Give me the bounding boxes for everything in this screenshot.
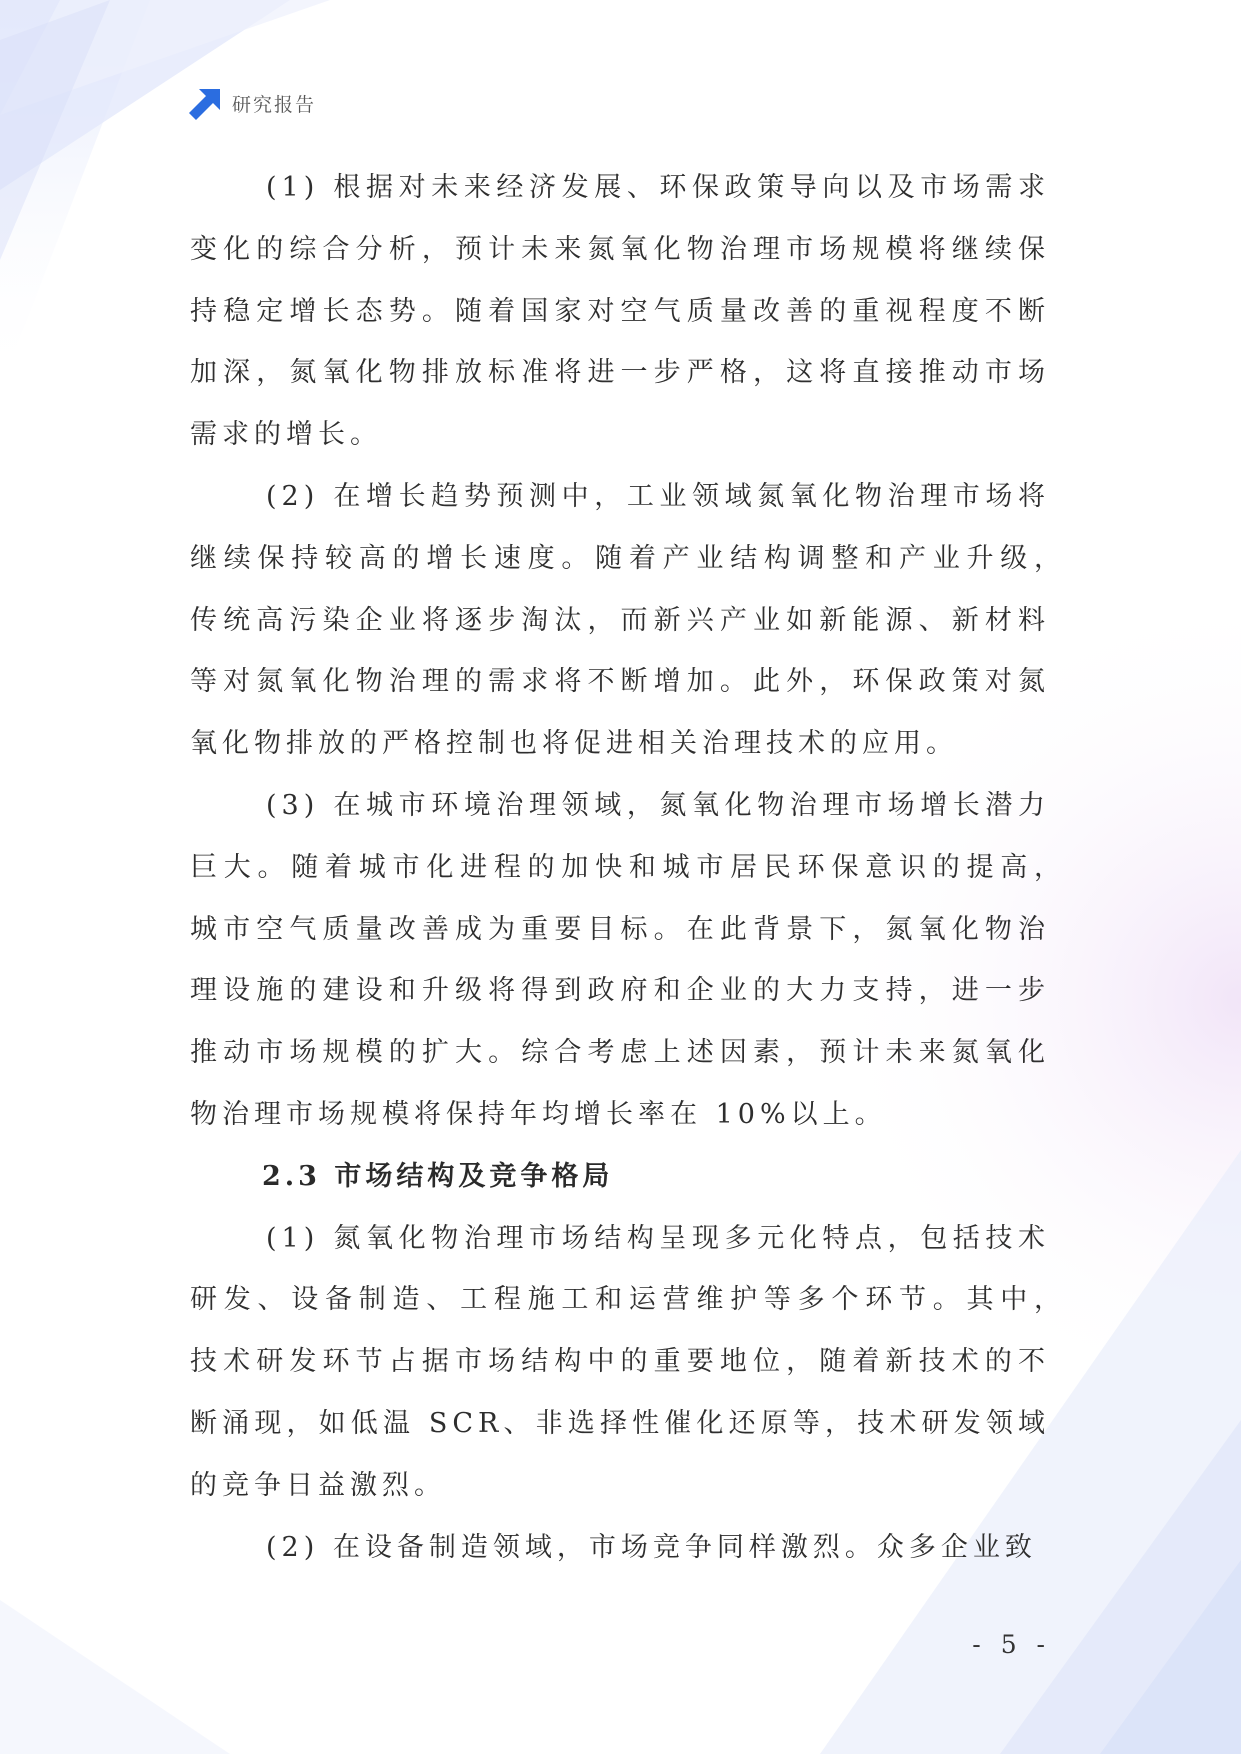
paragraph [190,1208,1066,1517]
section-heading: 2.3 市场结构及竞争格局 [262,1160,614,1192]
paragraph-first-line: (1) 根据对未来经济发展、环保政策导向以及市场需求 [266,172,1050,203]
paragraph-line: 的竞争日益激烈。 [190,1469,446,1501]
paragraph [190,157,1050,466]
paragraph-line: 传统高污染企业将逐步淘汰，而新兴产业如新能源、新材料 [190,604,1050,636]
paragraph-first-line: (2) 在增长趋势预测中，工业领域氮氧化物治理市场将 [266,480,1050,512]
paragraph-first-line: (1) 氮氧化物治理市场结构呈现多元化特点，包括技术 [266,1222,1050,1254]
paragraph-line: 继续保持较高的增长速度。随着产业结构调整和产业升级， [190,542,1066,574]
paragraph-first-line: (2) 在设备制造领域，市场竞争同样激烈。众多企业致 [266,1531,1037,1563]
paragraph-line: 研发、设备制造、工程施工和运营维护等多个环节。其中， [190,1284,1066,1316]
paragraph-line: 技术研发环节占据市场结构中的重要地位，随着新技术的不 [190,1346,1050,1378]
page-number: - 5 - [972,1630,1051,1659]
paragraph [190,1517,1050,1579]
paragraph-line: 断涌现，如低温 SCR、非选择性催化还原等，技术研发领域 [190,1407,1050,1439]
paragraph-line: 等对氮氧化物治理的需求将不断增加。此外，环保政策对氮 [190,666,1050,698]
paragraph-line: 物治理市场规模将保持年均增长率在 10%以上。 [190,1098,887,1130]
paragraph-line: 加深，氮氧化物排放标准将进一步严格，这将直接推动市场 [190,357,1050,389]
paragraph-line: 理设施的建设和升级将得到政府和企业的大力支持，进一步 [190,975,1050,1007]
paragraph-line: 巨大。随着城市化进程的加快和城市居民环保意识的提高， [190,851,1066,883]
paragraph [190,775,1066,1146]
paragraph-line: 需求的增长。 [190,419,382,451]
header-title: 研究报告 [232,94,317,116]
paragraph-line: 城市空气质量改善成为重要目标。在此背景下，氮氧化物治 [190,913,1050,945]
paragraph-line: 变化的综合分析，预计未来氮氧化物治理市场规模将继续保 [190,233,1050,265]
paragraph-line: 氧化物排放的严格控制也将促进相关治理技术的应用。 [190,728,958,760]
paragraph-line: 持稳定增长态势。随着国家对空气质量改善的重视程度不断 [190,295,1050,327]
arrow-up-right-icon [187,88,221,122]
text-body [190,157,1066,1578]
paragraph [190,466,1066,775]
paragraph-line: 推动市场规模的扩大。综合考虑上述因素，预计未来氮氧化 [190,1037,1050,1069]
paragraph-first-line: (3) 在城市环境治理领域，氮氧化物治理市场增长潜力 [266,789,1050,821]
